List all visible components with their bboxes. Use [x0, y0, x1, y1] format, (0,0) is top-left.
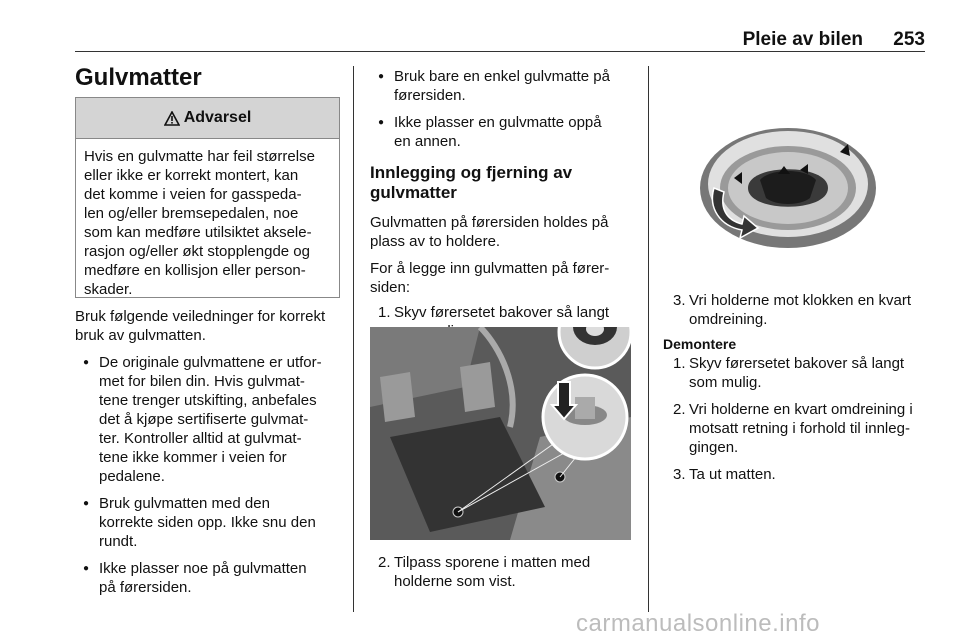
- text-line: gingen.: [689, 439, 739, 456]
- text-line: som mulig.: [689, 374, 762, 391]
- warning-line: som kan medføre utilsiktet aksele-: [84, 224, 312, 241]
- subheading-demontere: Demontere: [663, 336, 737, 352]
- text-line: Skyv førersetet bakover så langt: [394, 304, 610, 321]
- bullet-item: [75, 353, 350, 486]
- text-line: korrekte siden opp. Ikke snu den: [99, 514, 316, 531]
- bullet-item: [75, 494, 350, 551]
- warning-text: [76, 139, 339, 299]
- text-line: siden:: [370, 279, 411, 296]
- heading-line: Innlegging og fjerning av: [370, 163, 573, 182]
- step-number: 3.: [673, 292, 686, 309]
- text-line: førersiden.: [394, 87, 466, 104]
- text-line: Bruk følgende veiledninger for korrekt: [75, 308, 326, 325]
- step-number: 2.: [378, 554, 391, 571]
- warning-line: det komme i veien for gasspeda-: [84, 186, 302, 203]
- holder-knob-illustration: [690, 118, 880, 263]
- header-rule: [75, 51, 925, 52]
- step-item: [370, 553, 640, 591]
- footwell-illustration: [370, 327, 631, 540]
- right-body: [665, 291, 935, 484]
- left-body: [75, 307, 350, 597]
- step-number: 3.: [673, 466, 686, 483]
- step-item: [665, 291, 935, 329]
- text-line: ● Bruk bare en enkel gulvmatte på: [394, 68, 610, 85]
- column-divider: [353, 66, 354, 612]
- paragraph: [370, 259, 640, 297]
- text-line: tene trenger utskifting, anbefales: [99, 392, 317, 409]
- text-line: ● Bruk gulvmatten med den: [99, 495, 270, 512]
- middle-step-2: [370, 553, 640, 591]
- text-line: ● De originale gulvmattene er utfor-: [99, 354, 322, 371]
- text-line: Gulvmatten på førersiden holdes på: [370, 214, 609, 231]
- paragraph: [370, 213, 640, 251]
- text-line: omdreining.: [689, 311, 768, 328]
- warning-triangle-icon: [164, 111, 180, 126]
- warning-line: skader.: [84, 281, 133, 298]
- step-item: [665, 354, 935, 392]
- text-line: på førersiden.: [99, 579, 192, 596]
- section-heading: [370, 163, 640, 203]
- page-number: 253: [893, 29, 925, 50]
- text-line: holderne som vist.: [394, 573, 516, 590]
- text-line: met for bilen din. Hvis gulvmat-: [99, 373, 305, 390]
- middle-body: [370, 67, 640, 341]
- text-line: plass av to holdere.: [370, 233, 501, 250]
- text-line: Tilpass sporene i matten med: [394, 554, 591, 571]
- page-header: [75, 25, 925, 49]
- text-line: rundt.: [99, 533, 138, 550]
- text-line: Vri holderne en kvart omdreining i: [689, 401, 913, 418]
- section-title: Pleie av bilen: [742, 29, 863, 50]
- intro-paragraph: [75, 307, 350, 345]
- step-item: [665, 400, 935, 457]
- warning-line: medføre en kollisjon eller person-: [84, 262, 306, 279]
- bullet-item: [75, 559, 350, 597]
- warning-box: [75, 97, 340, 298]
- step-number: 2.: [673, 401, 686, 418]
- text-line: motsatt retning i forhold til innleg-: [689, 420, 910, 437]
- bullet-item: [370, 67, 640, 105]
- text-line: Ta ut matten.: [689, 466, 776, 483]
- text-line: Skyv førersetet bakover så langt: [689, 355, 905, 372]
- heading-line: gulvmatter: [370, 183, 457, 202]
- text-line: pedalene.: [99, 468, 165, 485]
- watermark: carmanualsonline.info: [576, 610, 820, 637]
- floor-mat-illustration: [370, 327, 631, 540]
- step-number: 1.: [673, 355, 686, 372]
- warning-line: rasjon og/eller økt stopplengde og: [84, 243, 310, 260]
- text-line: bruk av gulvmatten.: [75, 327, 206, 344]
- step-number: 1.: [378, 304, 391, 321]
- column-divider: [648, 66, 649, 612]
- warning-line: eller ikke er korrekt montert, kan: [84, 167, 299, 184]
- bullet-item: [370, 113, 640, 151]
- warning-line: len og/eller bremsepedalen, noe: [84, 205, 299, 222]
- text-line: ● Ikke plasser noe på gulvmatten: [99, 560, 307, 577]
- page-title: Gulvmatter: [75, 64, 202, 91]
- text-line: tene ikke kommer i veien for: [99, 449, 287, 466]
- text-line: en annen.: [394, 133, 461, 150]
- text-line: ter. Kontroller alltid at gulvmat-: [99, 430, 302, 447]
- text-line: Vri holderne mot klokken en kvart: [689, 292, 912, 309]
- warning-line: Hvis en gulvmatte har feil størrelse: [84, 148, 315, 165]
- warning-title: Advarsel: [183, 109, 252, 126]
- holder-rotation-illustration: [690, 118, 880, 263]
- warning-header: [76, 98, 339, 139]
- step-item: [665, 465, 935, 484]
- text-line: ● Ikke plasser en gulvmatte oppå: [394, 114, 602, 131]
- text-line: det å kjøpe sertifiserte gulvmat-: [99, 411, 309, 428]
- text-line: For å legge inn gulvmatten på fører-: [370, 260, 610, 277]
